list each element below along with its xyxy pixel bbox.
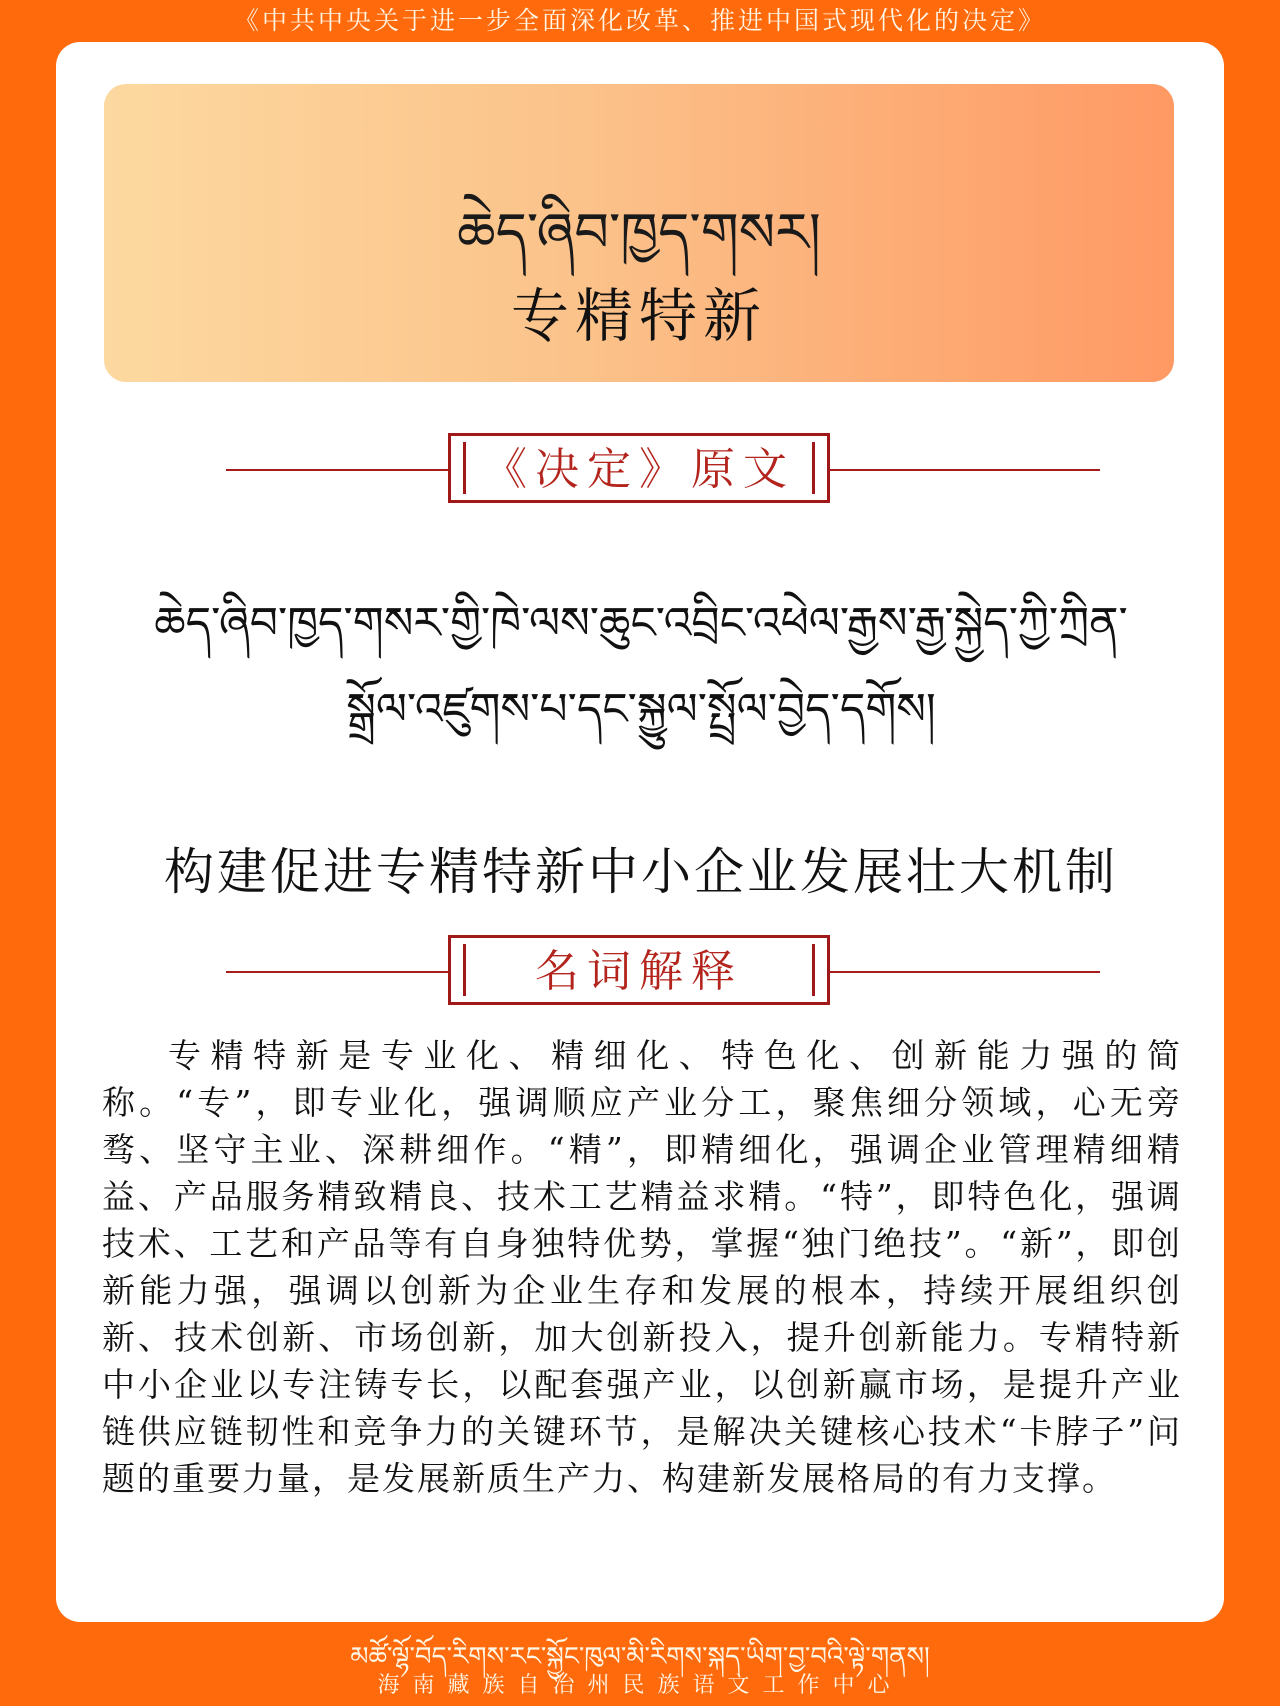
- divider-line-right: [830, 469, 1100, 471]
- divider-line-left: [226, 469, 450, 471]
- section-header-original: [56, 433, 1224, 507]
- original-chinese-text: 构建促进专精特新中小企业发展壮大机制: [164, 843, 1118, 901]
- original-tibetan-line-2: སྒྲོལ་འཛུགས་པ་དང་སྐྱུལ་སྤྲོལ་བྱེད་དགོས།: [346, 684, 936, 735]
- title-tibetan: ཆེད་ཞིབ་ཁྱད་གསར།: [457, 201, 821, 264]
- section-label-frame: [448, 935, 830, 1005]
- section-label-explain: 名词解释: [463, 944, 815, 996]
- section-label-original: 《决定》原文: [463, 442, 815, 494]
- divider-line-right: [830, 971, 1100, 973]
- section-label-frame: [448, 433, 830, 503]
- explanation-paragraph: 专精特新是专业化、精细化、特色化、创新能力强的简称。“专”，即专业化，强调顺应产业分工，聚焦细分领域，心无旁骛、坚守主业、深耕细作。“精”，即精细化，强调企业管理精细精益、产品服务精致精良、技术工艺精益求精。“特”，即特色化，强调技术、工艺和产品等有自身独特优势，掌握“独门绝技”。“新”，即创新能力强，强调以创新为企业生存和发展的根本，持续开展组织创新、技术创新、市场创新，加大创新投入，提升创新能力。专精特新中小企业以专注铸专长，以配套强产业，以创新赢市场，是提升产业链供应链韧性和竞争力的关键环节，是解决关键核心技术“卡脖子”问题的重要力量，是发展新质生产力、构建新发展格局的有力支撑。: [102, 1036, 1182, 1498]
- footer-chinese: 海南藏族自治州民族语文工作中心: [377, 1673, 903, 1698]
- title-chinese: 专精特新: [510, 282, 767, 350]
- divider-line-left: [226, 971, 450, 973]
- title-panel: [104, 84, 1174, 382]
- content-card: [56, 42, 1224, 1622]
- section-header-explain: [56, 935, 1224, 1009]
- footer-tibetan: མཚོ་ལྷོ་བོད་རིགས་རང་སྐྱོང་ཁུལ་མི་རིགས་སྐད་ཡིག་བྱ་བའི་ལྟེ་གནས།: [350, 1642, 930, 1672]
- original-tibetan-line-1: ཆེད་ཞིབ་ཁྱད་གསར་གྱི་ཁེ་ལས་ཆུང་འབྲིང་འཕེལ་རྒྱས་རྒྱ་སྐྱེད་ཀྱི་ཀྲིན་: [154, 598, 1128, 649]
- document-banner: 《中共中央关于进一步全面深化改革、推进中国式现代化的决定》: [233, 6, 1046, 35]
